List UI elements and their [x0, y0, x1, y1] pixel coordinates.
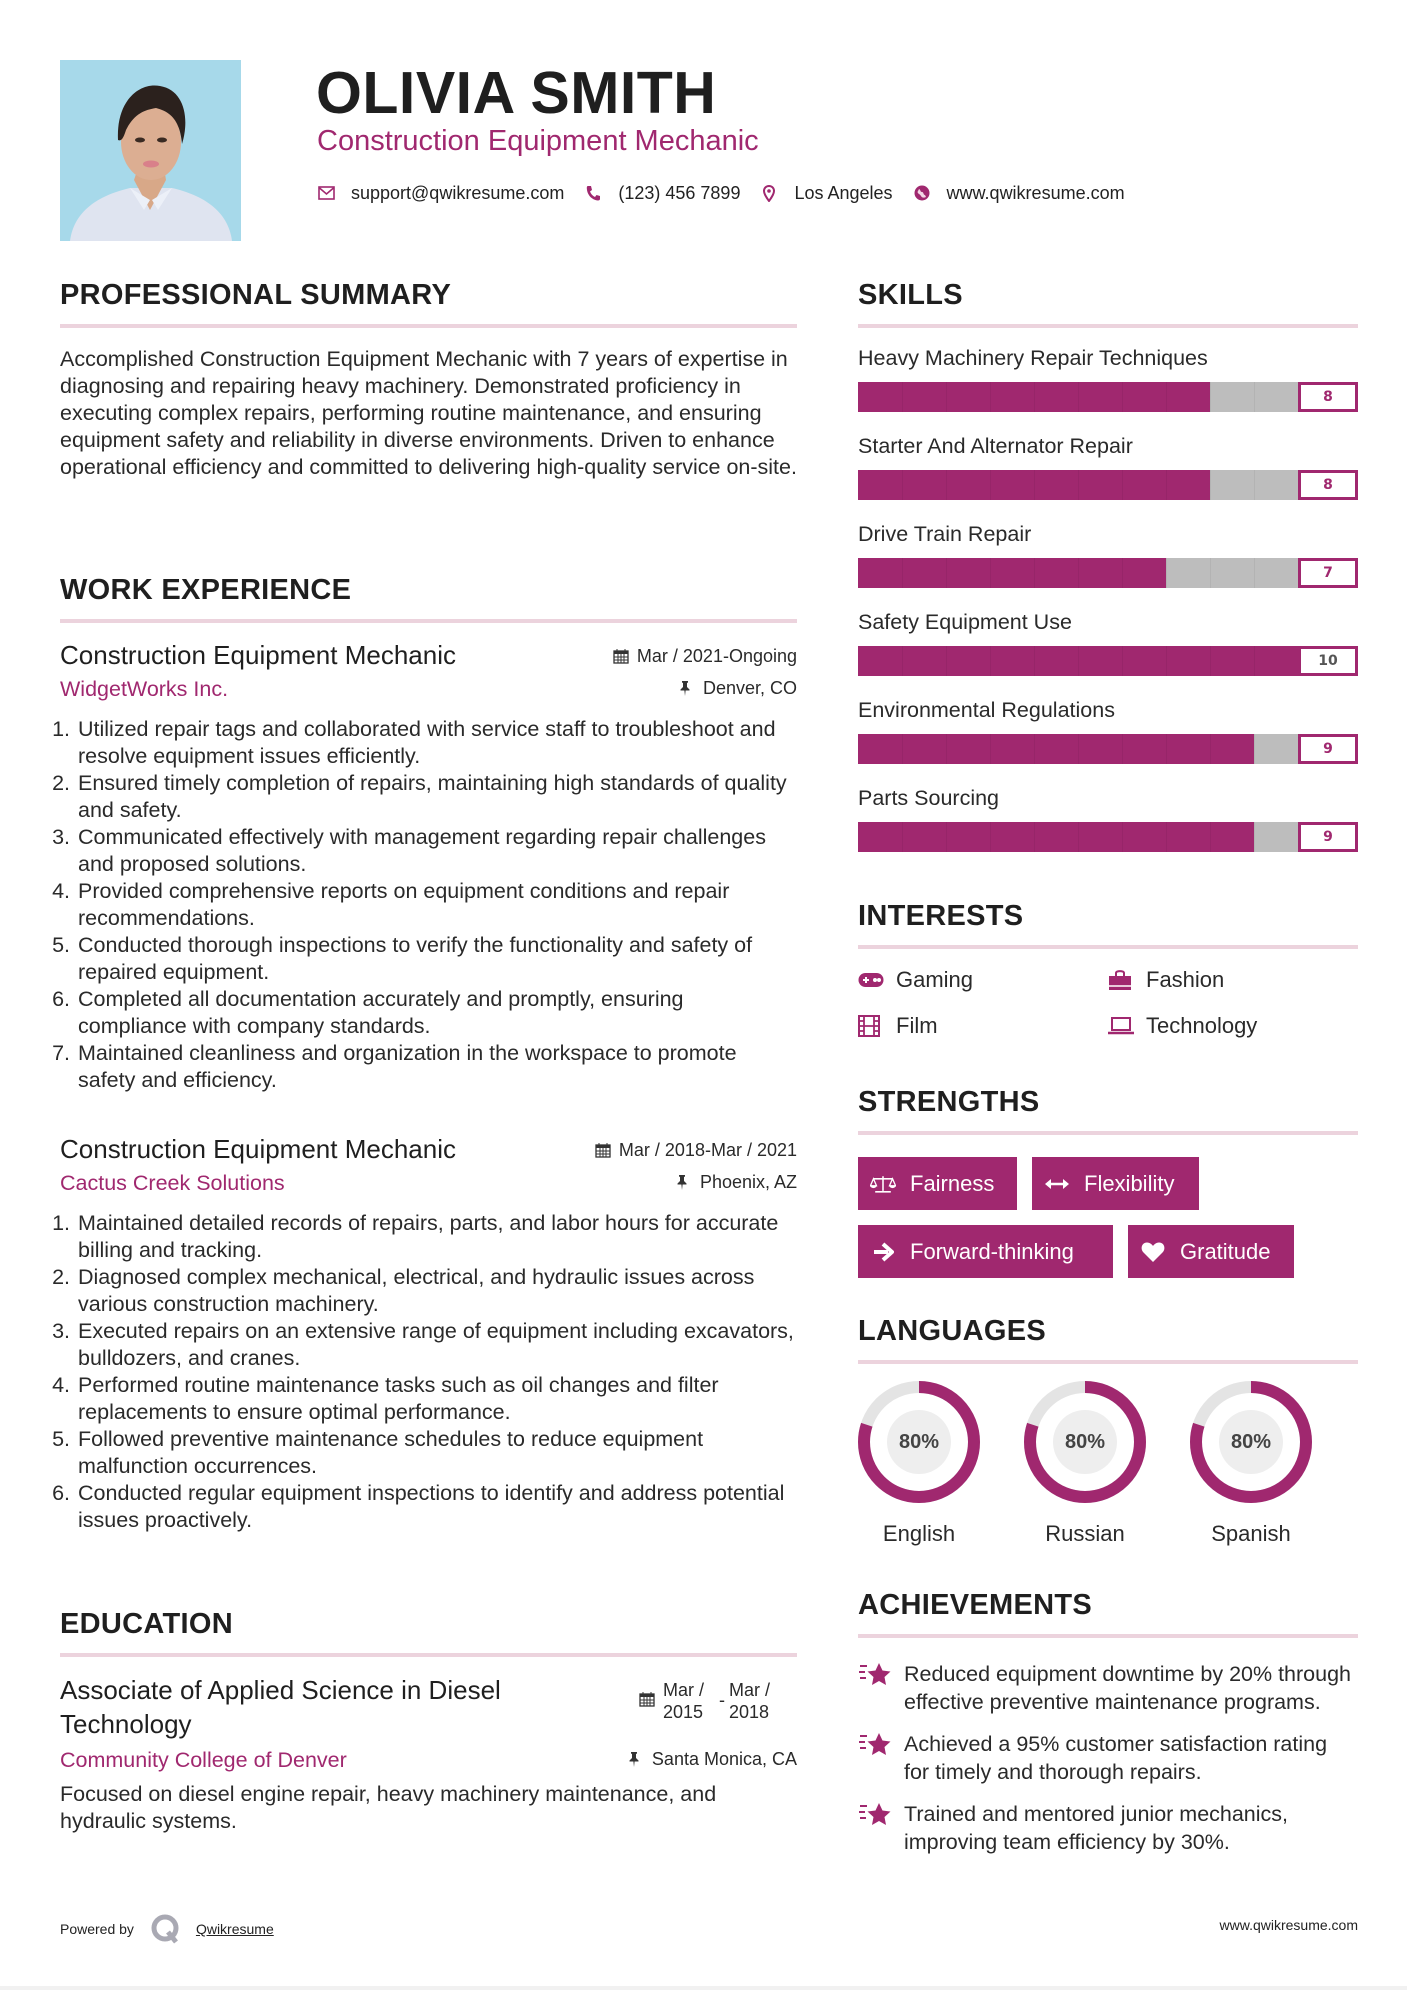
strength-chip	[858, 1225, 1113, 1278]
skill-segment-divider	[902, 734, 903, 764]
job-company: Cactus Creek Solutions	[60, 1171, 285, 1195]
contact-phone-text: (123) 456 7899	[618, 183, 741, 203]
skill-rating-bar	[858, 382, 1358, 412]
job-location-text: Phoenix, AZ	[699, 1171, 797, 1192]
skill-name: Heavy Machinery Repair Techniques	[858, 346, 1208, 370]
interests-grid	[858, 965, 1358, 1041]
strength-chip	[1032, 1157, 1199, 1210]
job-title: Construction Equipment Mechanic	[60, 640, 456, 670]
skill-rating-bar	[858, 822, 1358, 852]
thumbtack-icon	[628, 1751, 644, 1767]
skill-segment-divider	[1166, 382, 1167, 412]
calendar-icon	[613, 648, 629, 664]
skill-rating-fill	[858, 558, 1166, 588]
contact-bar	[317, 180, 1145, 206]
contact-website-text: www.qwikresume.com	[946, 183, 1125, 203]
education-date-start: Mar / 2015	[663, 1680, 705, 1722]
skill-segment-divider	[1122, 382, 1123, 412]
skill-segment-divider	[990, 822, 991, 852]
contact-website[interactable]	[913, 180, 1125, 206]
skill-segment-divider	[946, 470, 947, 500]
shooting-star-icon	[858, 1730, 892, 1760]
calendar-icon	[639, 1691, 655, 1707]
job-entry	[52, 1132, 797, 1534]
skills-heading: SKILLS	[858, 279, 963, 311]
strengths-heading: STRENGTHS	[858, 1086, 1040, 1118]
achievements-section	[858, 1588, 1358, 1870]
interests-section	[858, 899, 1358, 1041]
interest-label: Gaming	[896, 967, 974, 992]
strength-label: Gratitude	[1180, 1238, 1271, 1264]
skill-segment-divider	[1254, 382, 1255, 412]
arrow-right-icon	[870, 1241, 896, 1263]
skill-segment-divider	[1210, 382, 1211, 412]
skills-list	[858, 343, 1358, 852]
page-bottom-border	[0, 1986, 1407, 1990]
thumbtack-icon	[676, 1174, 692, 1190]
skill-segment-divider	[1034, 382, 1035, 412]
skills-section	[858, 278, 1358, 871]
skill-rating-bar	[858, 558, 1358, 588]
skill-segment-divider	[1166, 470, 1167, 500]
summary-heading: PROFESSIONAL SUMMARY	[60, 279, 452, 311]
skill-rating-value: 7	[1298, 558, 1358, 588]
achievement-text: Reduced equipment downtime by 20% through effective preventive maintenance programs.	[904, 1662, 1352, 1714]
skill-segment-divider	[990, 382, 991, 412]
skill-segment-divider	[946, 646, 947, 676]
section-divider	[60, 619, 797, 623]
skill-name: Environmental Regulations	[858, 698, 1115, 722]
achievement-text: Achieved a 95% customer satisfaction rating for timely and thorough repairs.	[904, 1732, 1328, 1784]
language-item	[1024, 1381, 1190, 1548]
list-item: 4. Provided comprehensive reports on equipment conditions and repair recommendations.	[52, 879, 730, 930]
language-name: English	[882, 1521, 956, 1546]
skill-name: Drive Train Repair	[858, 522, 1032, 546]
language-name: Spanish	[1211, 1521, 1291, 1546]
skill-rating-bar	[858, 470, 1358, 500]
education-location	[628, 1749, 797, 1770]
language-progress-ring	[1024, 1381, 1146, 1503]
skill-segment-divider	[1210, 734, 1211, 764]
thumbtack-icon	[679, 680, 695, 696]
skill-segment-divider	[1122, 822, 1123, 852]
contact-phone[interactable]	[584, 180, 740, 206]
skill-segment-divider	[1078, 734, 1079, 764]
section-divider	[858, 1634, 1358, 1638]
skill-item	[858, 783, 1358, 852]
languages-section	[858, 1314, 1358, 1548]
list-item: 6. Completed all documentation accurately and promptly, ensuring compliance with company standards.	[52, 987, 684, 1038]
skill-segment-divider	[1210, 470, 1211, 500]
skill-segment-divider	[1078, 646, 1079, 676]
powered-by-label: Powered by	[60, 1921, 134, 1937]
list-item: 2. Ensured timely completion of repairs, maintaining high standards of quality and safety.	[52, 771, 787, 822]
skill-segment-divider	[1254, 822, 1255, 852]
arrows-horizontal-icon	[1044, 1173, 1070, 1195]
strength-label: Forward-thinking	[910, 1238, 1074, 1264]
skill-name: Starter And Alternator Repair	[858, 434, 1133, 458]
section-divider	[858, 945, 1358, 949]
skill-segment-divider	[902, 382, 903, 412]
skill-segment-divider	[902, 558, 903, 588]
list-item: 1. Utilized repair tags and collaborated with service staff to troubleshoot and resolve equipment issues efficiently.	[52, 717, 776, 768]
phone-icon	[584, 184, 602, 202]
responsibilities-list	[52, 716, 797, 1094]
candidate-title: Construction Equipment Mechanic	[317, 125, 759, 157]
languages-list	[858, 1381, 1358, 1548]
skill-segment-divider	[1254, 734, 1255, 764]
list-item: 4. Performed routine maintenance tasks such as oil changes and filter replacements to ensure optimal performance.	[52, 1373, 719, 1424]
contact-location-text: Los Angeles	[794, 183, 893, 203]
interest-label: Film	[896, 1013, 938, 1038]
section-divider	[858, 324, 1358, 328]
interest-gaming	[858, 965, 1108, 995]
skill-rating-value: 8	[1298, 470, 1358, 500]
experience-heading: WORK EXPERIENCE	[60, 574, 352, 606]
list-item: 1. Maintained detailed records of repairs, parts, and labor hours for accurate billing and tracking.	[52, 1211, 779, 1262]
skill-segment-divider	[1122, 558, 1123, 588]
skill-segment-divider	[990, 470, 991, 500]
skill-segment-divider	[990, 646, 991, 676]
profile-photo	[60, 60, 241, 241]
gamepad-icon	[858, 969, 884, 991]
job-company: WidgetWorks Inc.	[60, 677, 229, 701]
interest-film	[858, 1011, 1108, 1041]
interest-label: Fashion	[1146, 967, 1225, 992]
achievement-text: Trained and mentored junior mechanics, improving team efficiency by 30%.	[904, 1802, 1289, 1854]
skill-item	[858, 519, 1358, 588]
education-section	[60, 1607, 797, 1835]
language-item	[1190, 1381, 1356, 1548]
skill-segment-divider	[1034, 558, 1035, 588]
skill-segment-divider	[1210, 646, 1211, 676]
strength-chip	[858, 1157, 1017, 1210]
achievement-item	[858, 1730, 1358, 1786]
skill-segment-divider	[1034, 646, 1035, 676]
skill-rating-value: 9	[1298, 734, 1358, 764]
skill-segment-divider	[902, 822, 903, 852]
list-item: 2. Diagnosed complex mechanical, electrical, and hydraulic issues across various construction machinery.	[52, 1265, 755, 1316]
achievement-item	[858, 1660, 1358, 1716]
skill-segment-divider	[1078, 470, 1079, 500]
job-date	[613, 646, 797, 667]
contact-location	[760, 180, 892, 206]
job-location	[676, 1172, 797, 1193]
language-percent: 80%	[898, 1430, 940, 1453]
achievements-heading: ACHIEVEMENTS	[858, 1589, 1093, 1621]
section-divider	[858, 1131, 1358, 1135]
skill-segment-divider	[1254, 646, 1255, 676]
responsibilities-list	[52, 1210, 797, 1534]
skill-segment-divider	[1166, 646, 1167, 676]
job-date	[595, 1140, 797, 1161]
skill-rating-bar	[858, 646, 1358, 676]
job-title: Construction Equipment Mechanic	[60, 1134, 456, 1164]
list-item: 3. Executed repairs on an extensive range of equipment including excavators, bulldozers, and cranes.	[52, 1319, 794, 1370]
skill-segment-divider	[946, 822, 947, 852]
language-percent: 80%	[1064, 1430, 1106, 1453]
school-name: Community College of Denver	[60, 1748, 347, 1772]
language-progress-ring	[1190, 1381, 1312, 1503]
list-item: 5. Followed preventive maintenance schedules to reduce equipment malfunction occurrences.	[52, 1427, 704, 1478]
languages-heading: LANGUAGES	[858, 1315, 1046, 1347]
language-item	[858, 1381, 1024, 1548]
shooting-star-icon	[858, 1800, 892, 1830]
job-date-text: Mar / 2018-Mar / 2021	[618, 1139, 797, 1160]
skill-segment-divider	[990, 558, 991, 588]
education-date-end: Mar / 2018	[729, 1680, 771, 1722]
interests-heading: INTERESTS	[858, 900, 1024, 932]
skill-item	[858, 607, 1358, 676]
skill-segment-divider	[1254, 558, 1255, 588]
section-divider	[60, 1653, 797, 1657]
education-date-separator: -	[719, 1690, 725, 1710]
skill-segment-divider	[1254, 470, 1255, 500]
skill-segment-divider	[1122, 646, 1123, 676]
strength-label: Fairness	[910, 1170, 995, 1196]
skill-segment-divider	[1122, 470, 1123, 500]
skill-name: Safety Equipment Use	[858, 610, 1072, 634]
degree-title: Associate of Applied Science in Diesel Technology	[60, 1675, 501, 1739]
powered-by	[60, 1913, 274, 1945]
language-percent: 80%	[1230, 1430, 1272, 1453]
education-location-text: Santa Monica, CA	[651, 1748, 797, 1769]
laptop-icon	[1108, 1015, 1134, 1037]
candidate-name: OLIVIA SMITH	[316, 60, 717, 126]
job-location	[679, 678, 797, 699]
skill-item	[858, 431, 1358, 500]
skill-rating-value: 9	[1298, 822, 1358, 852]
list-item: 7. Maintained cleanliness and organization in the workspace to promote safety and efficiency.	[52, 1041, 737, 1092]
skill-segment-divider	[1166, 558, 1167, 588]
skill-segment-divider	[1034, 822, 1035, 852]
achievement-item	[858, 1800, 1358, 1856]
summary-text: Accomplished Construction Equipment Mechanic with 7 years of expertise in diagnosing and repairing heavy machinery. Demonstrated proficiency in executing complex repairs, performing routine maintenance, and ensuring equipment safety and reliability in diverse environments. Driven to enhance operational efficiency and committed to delivering high-quality service on-site.	[60, 347, 797, 479]
envelope-icon	[317, 184, 335, 202]
list-item: 6. Conducted regular equipment inspections to identify and address potential issues proactively.	[52, 1481, 785, 1532]
experience-section	[52, 573, 797, 1094]
skill-segment-divider	[1078, 558, 1079, 588]
footer-website[interactable]: www.qwikresume.com	[1219, 1917, 1358, 1933]
film-icon	[858, 1015, 884, 1037]
skill-segment-divider	[1034, 470, 1035, 500]
skill-rating-fill	[858, 734, 1254, 764]
calendar-icon	[595, 1142, 611, 1158]
globe-icon	[913, 184, 931, 202]
list-item: 3. Communicated effectively with management regarding repair challenges and proposed solutions.	[52, 825, 766, 876]
map-pin-icon	[760, 184, 778, 202]
skill-segment-divider	[1210, 558, 1211, 588]
job-date-text: Mar / 2021-Ongoing	[636, 645, 797, 666]
skill-rating-fill	[858, 822, 1254, 852]
skill-segment-divider	[946, 382, 947, 412]
skill-name: Parts Sourcing	[858, 786, 1000, 810]
skill-segment-divider	[1166, 822, 1167, 852]
skill-segment-divider	[1078, 382, 1079, 412]
skill-segment-divider	[1078, 822, 1079, 852]
interest-technology	[1108, 1011, 1358, 1041]
contact-email[interactable]	[317, 180, 564, 206]
skill-segment-divider	[1210, 822, 1211, 852]
education-heading: EDUCATION	[60, 1608, 233, 1640]
heart-icon	[1140, 1241, 1166, 1263]
language-progress-ring	[858, 1381, 980, 1503]
strength-label: Flexibility	[1084, 1170, 1175, 1196]
skill-rating-bar	[858, 734, 1358, 764]
skill-segment-divider	[1034, 734, 1035, 764]
skill-rating-value: 8	[1298, 382, 1358, 412]
contact-email-text: support@qwikresume.com	[351, 183, 565, 203]
skill-segment-divider	[902, 470, 903, 500]
skill-rating-fill	[858, 646, 1358, 676]
job-location-text: Denver, CO	[702, 677, 797, 698]
skill-item	[858, 695, 1358, 764]
skill-segment-divider	[902, 646, 903, 676]
education-date	[639, 1679, 775, 1741]
skill-segment-divider	[1166, 734, 1167, 764]
qwikresume-logo-icon	[150, 1913, 182, 1945]
section-divider	[60, 324, 797, 328]
interest-fashion	[1108, 965, 1358, 995]
education-description: Focused on diesel engine repair, heavy machinery maintenance, and hydraulic systems.	[60, 1782, 717, 1833]
strengths-list	[858, 1157, 1358, 1278]
interest-label: Technology	[1146, 1013, 1258, 1038]
skill-segment-divider	[990, 734, 991, 764]
balance-scale-icon	[870, 1173, 896, 1195]
qwikresume-link[interactable]: Qwikresume	[195, 1921, 274, 1937]
strength-chip	[1128, 1225, 1294, 1278]
skill-item	[858, 343, 1358, 412]
skill-segment-divider	[946, 558, 947, 588]
language-name: Russian	[1045, 1521, 1125, 1546]
strengths-section	[858, 1085, 1358, 1278]
shooting-star-icon	[858, 1660, 892, 1690]
section-divider	[858, 1360, 1358, 1364]
job-entry	[52, 638, 797, 1094]
skill-segment-divider	[946, 734, 947, 764]
skill-rating-value: 10	[1298, 646, 1358, 676]
skill-segment-divider	[1122, 734, 1123, 764]
achievements-list	[858, 1660, 1358, 1856]
shopping-bag-icon	[1108, 969, 1134, 991]
summary-section	[60, 278, 797, 481]
list-item: 5. Conducted thorough inspections to verify the functionality and safety of repaired equipment.	[52, 933, 753, 984]
